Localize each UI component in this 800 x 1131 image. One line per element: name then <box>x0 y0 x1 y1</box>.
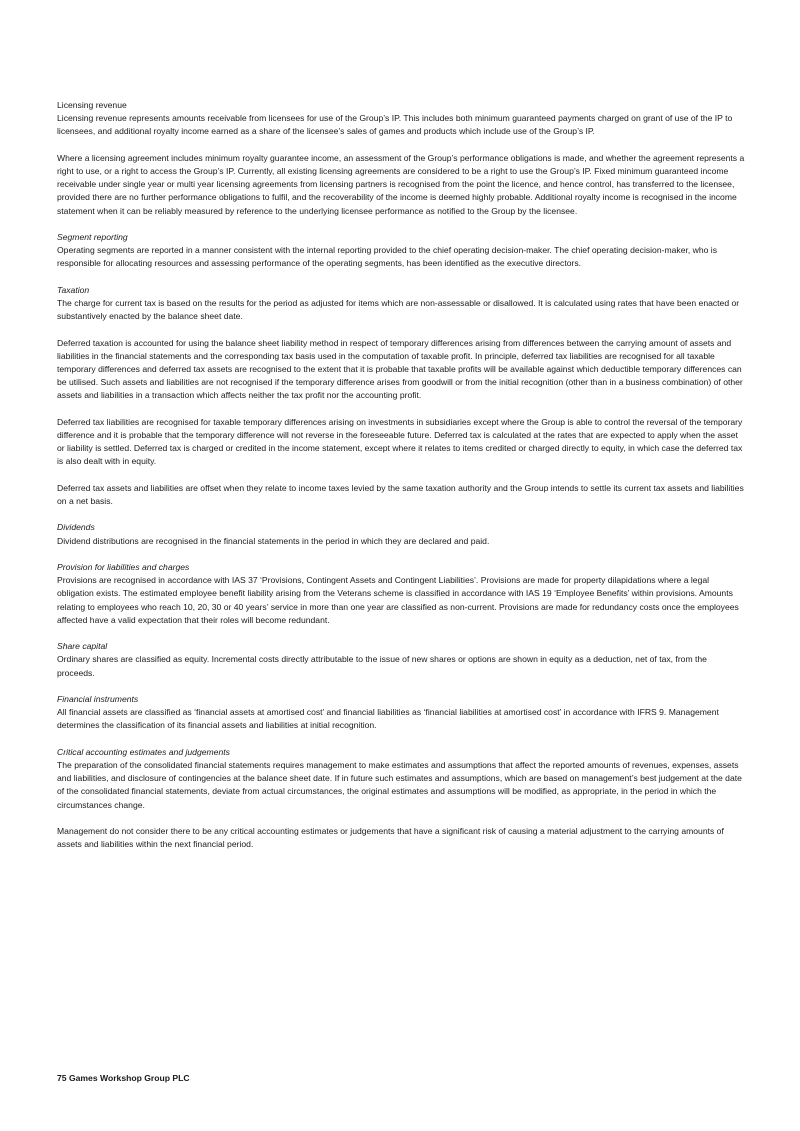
section-taxation <box>57 284 745 508</box>
paragraph: All financial assets are classified as ‘financial assets at amortised cost’ and financial liabilities as ‘financial liabilities at amortised cost’ in accordance with IFRS 9. Management determines the classification of its financial assets and liabilities at initial recognition. <box>57 707 719 731</box>
paragraph: Dividend distributions are recognised in the financial statements in the period in which they are declared and paid. <box>57 535 490 546</box>
paragraph: Licensing revenue represents amounts receivable from licensees for use of the Group’s IP. This includes both minimum guaranteed payments charged on grant of use of the IP to licensees, and additional royalty income earned as a share of the licensee’s sales of games and products which include use of the Group’s IP. <box>57 113 733 137</box>
section-heading: Segment reporting <box>57 232 128 242</box>
section-heading: Share capital <box>57 641 108 652</box>
section-heading: Licensing revenue <box>57 100 127 110</box>
section-heading: Financial instruments <box>57 693 139 704</box>
section-critical-estimates <box>57 746 745 852</box>
paragraph: The charge for current tax is based on the results for the period as adjusted for items which are non-assessable or disallowed. It is calculated using rates that have been enacted or substantively enacted by the balance sheet date. <box>57 298 740 322</box>
paragraph: Management do not consider there to be any critical accounting estimates or judgements that have a significant risk of causing a material adjustment to the carrying amounts of assets and liabilities within the next financial period. <box>57 825 724 850</box>
section-provisions <box>57 561 745 627</box>
section-heading: Provision for liabilities and charges <box>57 561 190 572</box>
page-footer: 75 Games Workshop Group PLC <box>57 1073 190 1083</box>
paragraph: Deferred tax liabilities are recognised for taxable temporary differences arising on investments in subsidiaries except where the Group is able to control the reversal of the temporary difference and it is probable that the temporary difference will not reverse in the foreseeable future. Deferred tax is calculated at the rates that are expected to apply when the asset or liability is settled. Deferred tax is charged or credited in the income statement, except where it relates to items credited or charged directly to equity, in which case the deferred tax is also dealt with in equity. <box>57 416 743 467</box>
section-heading: Dividends <box>57 522 95 533</box>
paragraph: Provisions are recognised in accordance with IAS 37 ‘Provisions, Contingent Assets and Contingent Liabilities’. Provisions are made for property dilapidations where a legal obligation exists. The estimated employee benefit liability arising from the Veterans scheme is classified in accordance with IAS 19 ‘Employee Benefits’ within provisions. Amounts relating to employees who reach 10, 20, 30 or 40 years’ service in more than one year are classified as non-current. Provisions are made for redundancy costs once the employees affected have a valid expectation that their roles will become redundant. <box>57 575 739 625</box>
section-dividends <box>57 521 745 547</box>
section-heading: Critical accounting estimates and judgements <box>57 746 230 757</box>
paragraph: The preparation of the consolidated financial statements requires management to make estimates and assumptions that affect the reported amounts of revenues, expenses, assets and liabilities, and disclosure of contingencies at the balance sheet date. If in future such estimates and assumptions, which are based on management’s best judgement at the date of the consolidated financial statements, deviate from actual circumstances, the original estimates and assumptions will be modified, as appropriate, in the period in which the circumstances change. <box>57 759 742 810</box>
paragraph: Deferred taxation is accounted for using the balance sheet liability method in respect of temporary differences arising from differences between the carrying amount of assets and liabilities in the financial statements and the corresponding tax basis used in the computation of taxable profit. In principle, deferred tax liabilities are recognised for all taxable temporary differences and deferred tax assets are recognised to the extent that it is probable that taxable profits will be available against which deductible temporary differences can be utilised. Such assets and liabilities are not recognised if the temporary difference arises from goodwill or from the initial recognition (other than in a business combination) of other assets and liabilities in a transaction which affects neither the tax profit nor the accounting profit. <box>57 337 743 401</box>
section-licensing-revenue <box>57 99 745 218</box>
paragraph: Where a licensing agreement includes minimum royalty guarantee income, an assessment of the Group’s performance obligations is made, and whether the agreement represents a right to use, or a right to access the Group’s IP. Currently, all existing licensing agreements are considered to be a right to use the Group’s IP. Fixed minimum guaranteed income receivable under single year or multi year licensing agreements from licensing partners is recognised from the point the licence, and hence control, has transferred to the licensee, provided there are no further performance obligations to fulfil, and the recoverability of the income is deemed highly probable. Additional royalty income is recognised in the income statement when it can be reliably measured by reference to the underlying licensee performance as notified to the Group by the licensee. <box>57 152 745 216</box>
section-financial-instruments <box>57 693 745 733</box>
section-heading: Taxation <box>57 284 90 295</box>
section-share-capital <box>57 640 745 680</box>
paragraph: Deferred tax assets and liabilities are offset when they relate to income taxes levied by the same taxation authority and the Group intends to settle its current tax assets and liabilities on a net basis. <box>57 482 744 506</box>
paragraph: Operating segments are reported in a manner consistent with the internal reporting provided to the chief operating decision-maker. The chief operating decision-maker, who is responsible for allocating resources and assessing performance of the operating segments, has been identified as the executive directors. <box>57 245 718 269</box>
document-body <box>57 99 745 865</box>
paragraph: Ordinary shares are classified as equity. Incremental costs directly attributable to the issue of new shares or options are shown in equity as a deduction, net of tax, from the proceeds. <box>57 654 707 678</box>
section-segment-reporting <box>57 231 745 271</box>
